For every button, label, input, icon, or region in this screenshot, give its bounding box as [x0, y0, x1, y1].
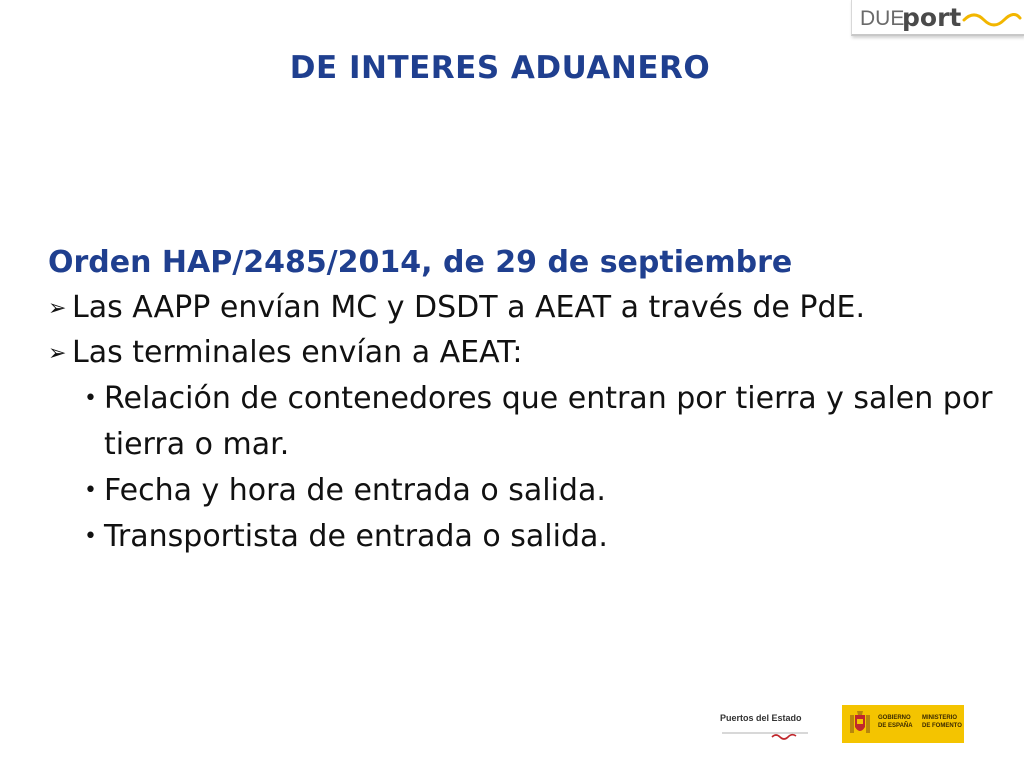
sublist-item-text: Relación de contenedores que entran por tierra y salen por tierra o mar. — [104, 381, 993, 462]
logo-prefix: DUE — [860, 7, 905, 30]
bullet-dot-icon: • — [84, 386, 97, 411]
dueport-logo-graphic — [852, 0, 1024, 34]
sublist-item-text: Fecha y hora de entrada o salida. — [104, 473, 606, 508]
arrow-bullet-icon: ➢ — [48, 296, 67, 321]
slide-title: DE INTERES ADUANERO — [289, 50, 711, 86]
sublist-item — [84, 376, 998, 468]
gov-text: GOBIERNO DE ESPAÑA — [878, 715, 913, 729]
arrow-bullet-icon: ➢ — [48, 341, 67, 366]
dueport-logo — [851, 0, 1024, 36]
coat-of-arms-icon — [848, 709, 872, 739]
puertos-logo-text: Puertos del Estado — [720, 713, 802, 723]
bullet-dot-icon: • — [84, 478, 97, 503]
order-heading: Orden HAP/2485/2014, de 29 de septiembre — [48, 245, 793, 280]
sublist-item-text: Transportista de entrada o salida. — [104, 519, 608, 554]
sublist-item — [84, 468, 998, 514]
logo-wave-icon — [964, 14, 1020, 25]
arrow-item-text: Las AAPP envían MC y DSDT a AEAT a través de PdE. — [72, 290, 866, 325]
arrow-item-1 — [48, 286, 998, 331]
slide-content — [48, 240, 998, 560]
bullet-dot-icon: • — [84, 524, 97, 549]
puertos-del-estado-logo — [716, 706, 816, 742]
arrow-item-2 — [48, 331, 998, 376]
ministry-text: MINISTERIO DE FOMENTO — [922, 715, 962, 729]
puertos-wave-icon — [716, 706, 816, 742]
logo-brand: port — [902, 3, 962, 32]
terminal-sublist — [48, 376, 998, 560]
sublist-item — [84, 514, 998, 560]
gobierno-espana-logo — [842, 705, 964, 743]
arrow-item-text: Las terminales envían a AEAT: — [72, 335, 523, 370]
